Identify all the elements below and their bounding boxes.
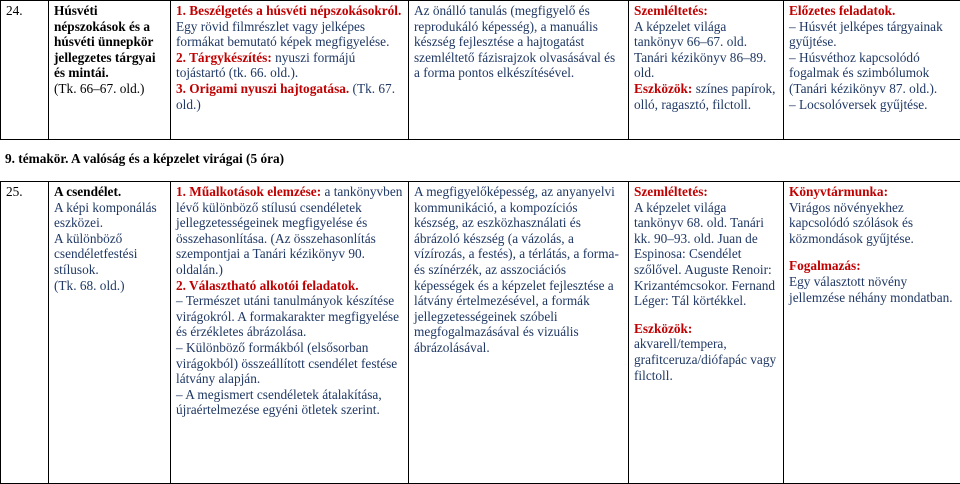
topic-line: húsvéti ünnepkör [54, 34, 154, 50]
topic-cell [49, 1, 171, 140]
activities-cell: 1. Műalkotások elemzése: a tankönyvben lévő különböző stílusú csendéletek jellegzetességeinek megfigyelése és összehasonlítása. (Az összehasonlítás szempontjai a Tanári kézikönyv 90. oldalán.) 2. Választható alkotói feladatok. – Természet utáni tanulmányok készítése virágokról. A formakarakter megfigyelése és érzékletes ábrázolása. – Különböző formákból (elsősorban virágokból) összeállított csendélet festése látvány alapján. – A megismert csendéletek átalakítása, újraértelmezése egyéni ötletek szerint. [171, 182, 409, 484]
tools-cell: Szemléltetés: A képzelet világa tankönyv 68. old. Tanári kk. 90–93. old. Juan de Espinosa: Csendélet szőlővel. Auguste Renoir: Krizantémcsokor. Fernand Léger: Tál körtékkel. Eszközök: akvarell/tempera, grafitceruza/diófapác vagy filctoll. [629, 182, 784, 484]
tools-cell: Szemléltetés: A képzelet világa tankönyv 66–67. old. Tanári kézikönyv 86–89. old. Eszközök: színes papírok, olló, ragasztó, filctoll. [629, 1, 784, 140]
topic-line: népszokások és a [54, 18, 151, 34]
topic-line: Húsvéti [54, 3, 98, 18]
topic-line: jellegzetes tárgyai [54, 49, 156, 65]
lesson-row-25 [0, 181, 960, 484]
prep-cell: Előzetes feladatok. – Húsvét jelképes tárgyainak gyűjtése. – Húsvéthoz kapcsolódó fogalmak és szimbólumok (Tanári kézikönyv 87. old.). – Locsolóversek gyűjtése. [784, 1, 960, 140]
activities-cell: 1. Beszélgetés a húsvéti népszokásokról. Egy rövid filmrészlet vagy jelképes formákat bemutató képek megfigyelése. 2. Tárgykészítés: nyuszi formájú tojástartó (tk. 66. old.). 3. Origami nyuszi hajtogatása. (Tk. 67. old.) [171, 1, 409, 140]
library-cell: Könyvtármunka: Virágos növényekhez kapcsolódó szólások és közmondások gyűjtése. Fogalmazás: Egy választott növény jellemzése néhány mondatban. [784, 182, 960, 484]
theme-heading: 9. témakör. A valóság és a képzelet virágai (5 óra) [5, 151, 285, 166]
topic-line: és mintái. [54, 65, 109, 81]
lesson-row-24 [0, 0, 960, 140]
row-number: 25. [1, 182, 49, 484]
topic-cell: A csendélet. A képi komponálás eszközei. A különböző csendéletfestési stílusok. (Tk. 68. old.) [49, 182, 171, 484]
topic-line: (Tk. 66–67. old.) [54, 80, 145, 96]
development-cell: A megfigyelőképesség, az anyanyelvi kommunikáció, a kompozíciós készség, az eszközhasználati és ábrázoló készség (a vázolás, a vízírozás, a festés), a térlátás, a forma- és színérzék, az asszociációs képességek és a képzelet fejlesztése a látvány értelmezésével, a formák jellegzetességeinek szóbeli megfogalmazásával és vizuális ábrázolásával. [409, 182, 629, 484]
development-cell: Az önálló tanulás (megfigyelő és reprodukáló képesség), a manuális készség fejlesztése a hajtogatást szemléltető fázisrajzok olvasásával és a forma pontos elkészítésével. [409, 1, 629, 140]
row-number: 24. [1, 1, 49, 140]
